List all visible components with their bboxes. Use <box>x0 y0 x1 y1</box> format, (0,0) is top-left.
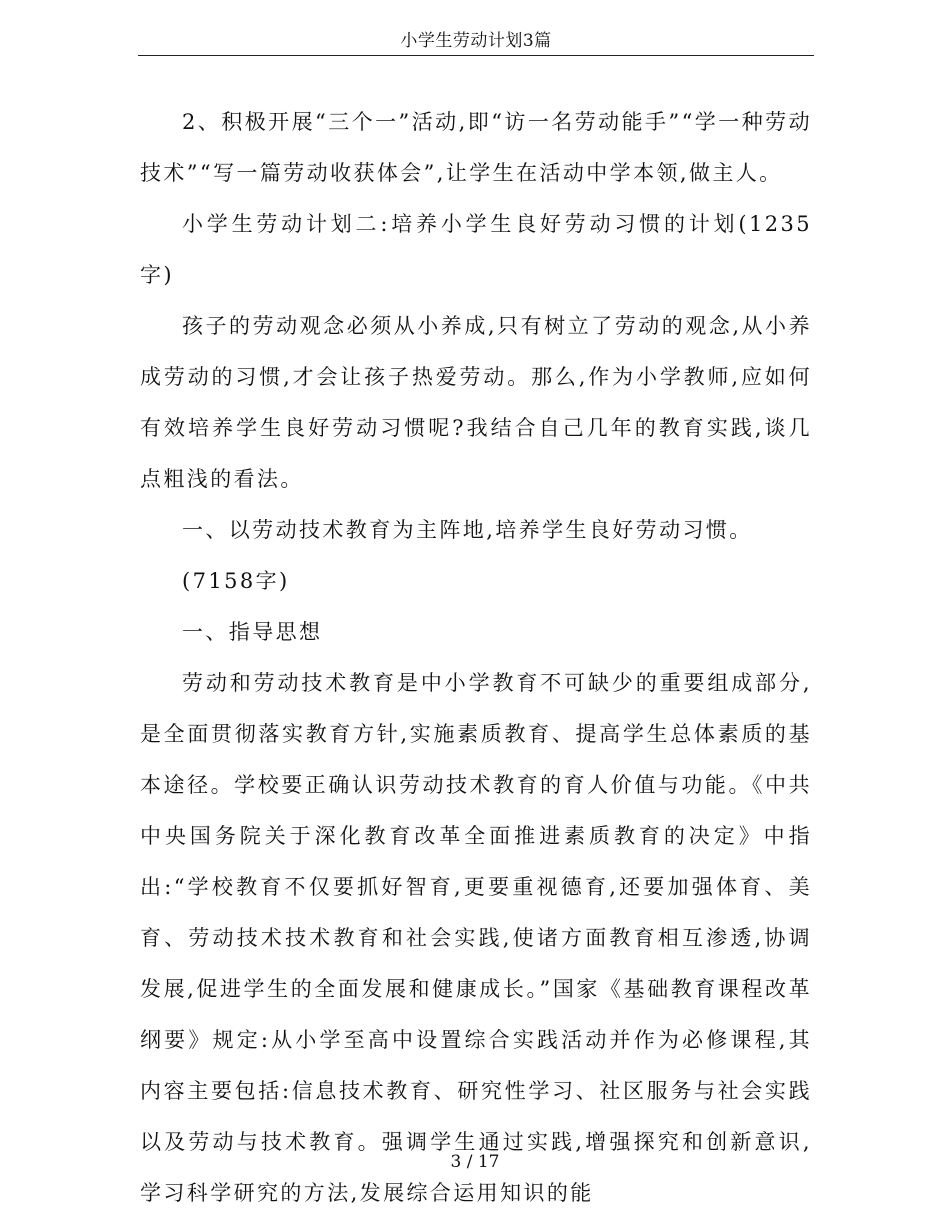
paragraph-word-count: (7158字) <box>182 569 290 593</box>
paragraph-activity-three-ones: 2、积极开展“三个一”活动,即“访一名劳动能手”“学一种劳动技术”“写一篇劳动收获体会”,让学生在活动中学本领,做主人。 <box>140 110 812 185</box>
paragraph-guiding-ideology-heading: 一、指导思想 <box>182 620 323 644</box>
page-header <box>138 0 814 56</box>
paragraph-section-one-heading: 一、以劳动技术教育为主阵地,培养学生良好劳动习惯。 <box>182 518 753 542</box>
paragraph-labor-concept: 孩子的劳动观念必须从小养成,只有树立了劳动的观念,从小养成劳动的习惯,才会让孩子热爱劳动。那么,作为小学教师,应如何有效培养学生良好劳动习惯呢?我结合自己几年的教育实践,谈几点粗浅的看法。 <box>140 314 812 491</box>
page-number: 3 / 17 <box>450 1152 500 1172</box>
paragraph-labor-education: 劳动和劳动技术教育是中小学教育不可缺少的重要组成部分,是全面贯彻落实教育方针,实施素质教育、提高学生总体素质的基本途径。学校要正确认识劳动技术教育的育人价值与功能。《中共中央国务院关于深化教育改革全面推进素质教育的决定》中指出:“学校教育不仅要抓好智育,更要重视德育,还要加强体育、美育、劳动技术技术教育和社会实践,使诸方面教育相互渗透,协调发展,促进学生的全面发展和健康成长。”国家《基础教育课程改革纲要》规定:从小学至高中设置综合实践活动并作为必修课程,其内容主要包括:信息技术教育、研究性学习、社区服务与社会实践以及劳动与技术教育。强调学生通过实践,增强探究和创新意识,学习科学研究的方法,发展综合运用知识的能 <box>140 671 812 1205</box>
document-title: 小学生劳动计划3篇 <box>400 31 552 51</box>
document-body <box>140 97 812 1219</box>
paragraph-plan-two-heading: 小学生劳动计划二:培养小学生良好劳动习惯的计划(1235字) <box>140 212 812 287</box>
